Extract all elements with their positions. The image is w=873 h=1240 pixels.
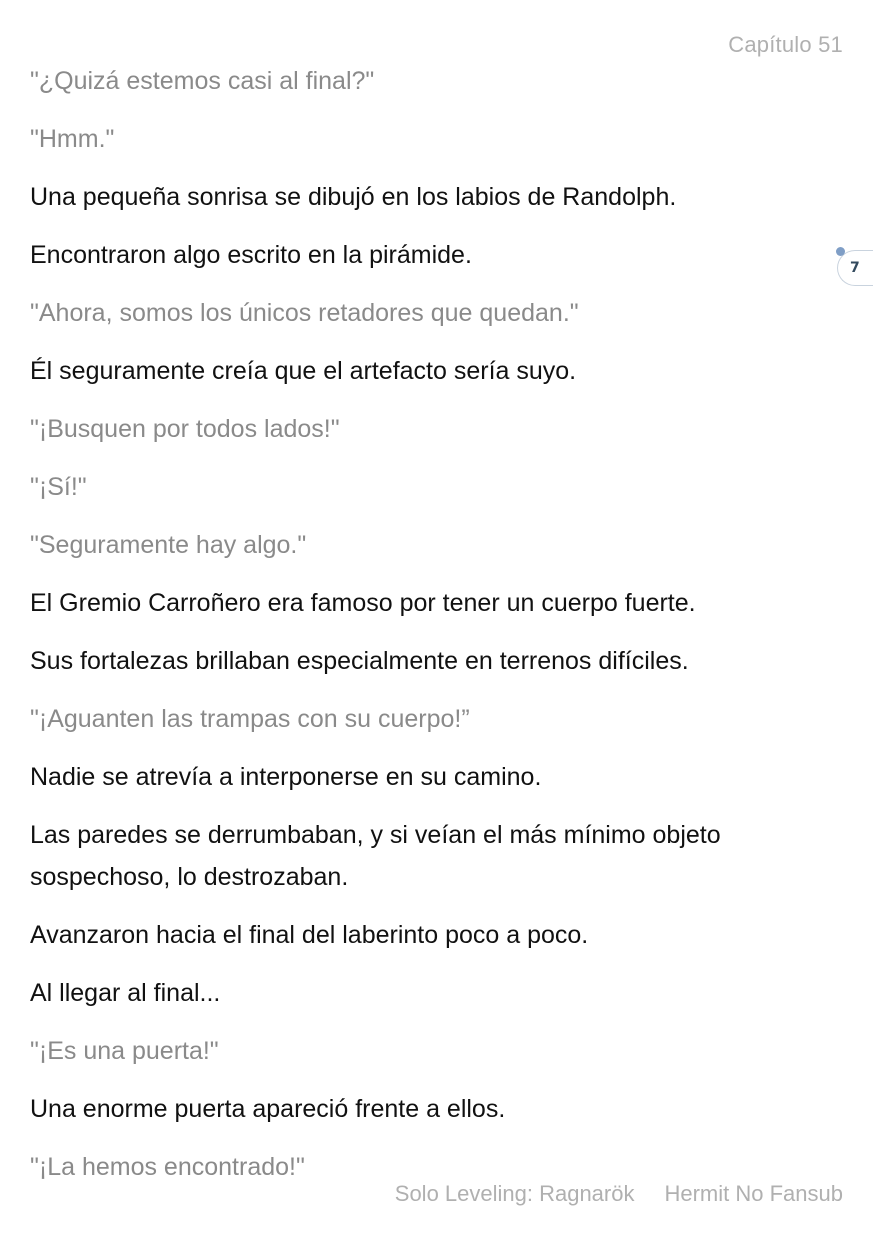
paragraph: "¿Quizá estemos casi al final?" <box>30 67 375 95</box>
paragraph: "Hmm." <box>30 125 115 153</box>
book-title: Solo Leveling: Ragnarök <box>394 1181 635 1206</box>
paragraph: Las paredes se derrumbaban, y si veían el más mínimo objeto sospechoso, lo destrozaban. <box>30 821 721 891</box>
paragraph: Una pequeña sonrisa se dibujó en los labios de Randolph. <box>30 183 677 211</box>
paragraph: Avanzaron hacia el final del laberinto poco a poco. <box>30 921 589 949</box>
paragraph: Al llegar al final... <box>30 979 221 1007</box>
paragraph: Una enorme puerta apareció frente a ellos. <box>30 1095 506 1123</box>
paragraph: "Seguramente hay algo." <box>30 531 307 559</box>
paragraph: Él seguramente creía que el artefacto sería suyo. <box>30 357 577 385</box>
reading-content <box>30 60 830 1204</box>
page-footer <box>395 1181 843 1207</box>
paragraph: Encontraron algo escrito en la pirámide. <box>30 241 472 269</box>
paragraph: El Gremio Carroñero era famoso por tener un cuerpo fuerte. <box>30 589 696 617</box>
paragraph: "¡Es una puerta!" <box>30 1037 219 1065</box>
chapter-label: Capítulo 51 <box>728 32 843 57</box>
paragraph: "¡La hemos encontrado!" <box>30 1153 305 1181</box>
comment-count-badge[interactable] <box>837 250 873 286</box>
paragraph: "¡Busquen por todos lados!" <box>30 415 340 443</box>
paragraph: Nadie se atrevía a interponerse en su camino. <box>30 763 542 791</box>
notification-dot-icon <box>836 247 845 256</box>
paragraph: "Ahora, somos los únicos retadores que quedan." <box>30 299 579 327</box>
paragraph: "¡Aguanten las trampas con su cuerpo!” <box>30 705 470 733</box>
translator-credit: Hermit No Fansub <box>664 1181 843 1206</box>
comment-count: 7 <box>850 260 860 276</box>
paragraph: Sus fortalezas brillaban especialmente en terrenos difíciles. <box>30 647 689 675</box>
paragraph: "¡Sí!" <box>30 473 87 501</box>
